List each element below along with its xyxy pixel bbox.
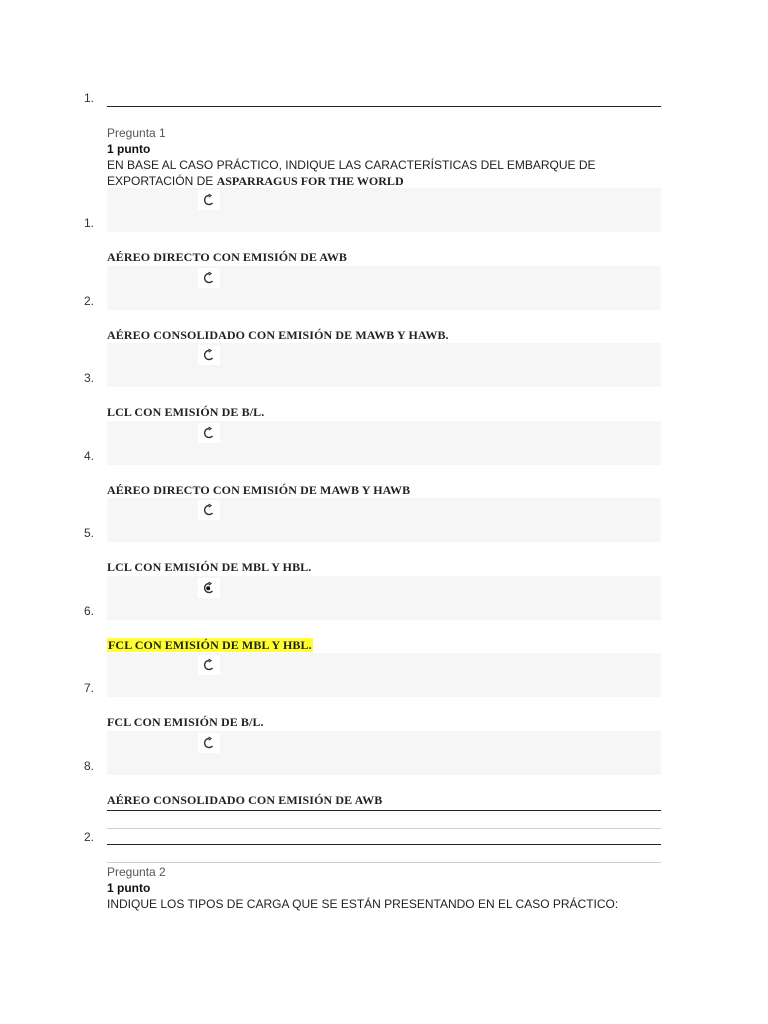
option-label: [107, 560, 311, 575]
radio-selected-icon[interactable]: [198, 578, 220, 598]
radio-icon[interactable]: [198, 345, 220, 365]
option-number: 4.: [84, 449, 95, 463]
option-label: [107, 250, 347, 265]
option-label: [107, 793, 382, 808]
option-label: [107, 405, 264, 420]
question-divider: [107, 862, 661, 863]
option-row[interactable]: [107, 266, 661, 310]
option-row[interactable]: [107, 421, 661, 465]
option-row[interactable]: [107, 576, 661, 620]
question-label: Pregunta 2: [107, 865, 166, 879]
option-label-text: AÉREO CONSOLIDADO CON EMISIÓN DE MAWB Y HAWB.: [107, 328, 449, 342]
radio-icon[interactable]: [198, 500, 220, 520]
option-row[interactable]: [107, 731, 661, 775]
question-points: 1 punto: [107, 142, 151, 156]
question-divider: [107, 828, 661, 829]
option-label-text: AÉREO DIRECTO CON EMISIÓN DE MAWB Y HAWB: [107, 483, 411, 497]
option-label: [107, 328, 449, 343]
question-label: Pregunta 1: [107, 126, 166, 140]
question-text: INDIQUE LOS TIPOS DE CARGA QUE SE ESTÁN PRESENTANDO EN EL CASO PRÁCTICO:: [107, 897, 619, 911]
question-divider: [107, 810, 661, 811]
radio-icon[interactable]: [198, 268, 220, 288]
radio-icon[interactable]: [198, 733, 220, 753]
option-row[interactable]: [107, 188, 661, 232]
question-number: 1.: [84, 91, 95, 105]
question-number: 2.: [84, 830, 95, 844]
question-text-bold: ASPARRAGUS FOR THE WORLD: [216, 174, 404, 188]
radio-icon[interactable]: [198, 190, 220, 210]
option-number: 3.: [84, 371, 95, 385]
radio-icon[interactable]: [198, 423, 220, 443]
question-divider: [107, 844, 661, 845]
option-number: 1.: [84, 216, 95, 230]
radio-icon[interactable]: [198, 655, 220, 675]
option-label: [107, 483, 410, 498]
option-label-text: LCL CON EMISIÓN DE MBL Y HBL.: [107, 560, 312, 574]
option-row[interactable]: [107, 653, 661, 697]
option-label: [107, 715, 264, 730]
option-number: 7.: [84, 681, 95, 695]
option-row[interactable]: [107, 343, 661, 387]
option-label-text: LCL CON EMISIÓN DE B/L.: [107, 405, 265, 419]
option-label-text: FCL CON EMISIÓN DE B/L.: [107, 715, 264, 729]
option-row[interactable]: [107, 498, 661, 542]
option-number: 2.: [84, 294, 95, 308]
option-number: 8.: [84, 759, 95, 773]
option-label-text: AÉREO DIRECTO CON EMISIÓN DE AWB: [107, 250, 348, 264]
option-number: 5.: [84, 526, 95, 540]
question-divider: [107, 106, 661, 107]
question-points: 1 punto: [107, 881, 151, 895]
option-number: 6.: [84, 604, 95, 618]
question-header: [107, 864, 667, 912]
option-label-text: AÉREO CONSOLIDADO CON EMISIÓN DE AWB: [107, 793, 383, 807]
question-header: [107, 125, 667, 189]
question-text: EN BASE AL CASO PRÁCTICO, INDIQUE LAS CARACTERÍSTICAS DEL EMBARQUE DE EXPORTACIÓN DE ASPARRAGUS FOR THE WORLD: [107, 158, 596, 188]
option-label: [107, 638, 313, 653]
option-label-highlighted: FCL CON EMISIÓN DE MBL Y HBL.: [108, 638, 312, 652]
